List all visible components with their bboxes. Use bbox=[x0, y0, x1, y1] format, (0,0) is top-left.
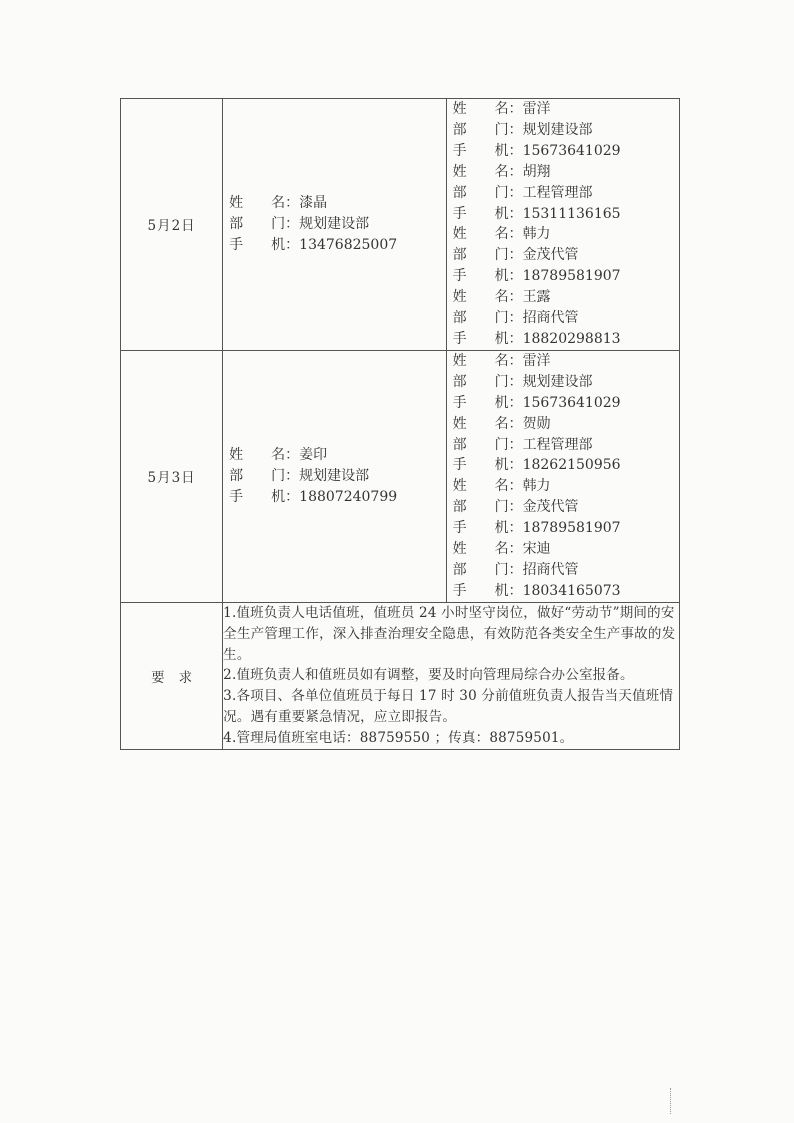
leader-dept: 规划建设部 bbox=[299, 467, 370, 484]
staff-phone: 15673641029 bbox=[522, 394, 621, 411]
requirement-item: 3.各项目、各单位值班员于每日 17 时 30 分前值班负责人报告当天值班情况。遇有重要紧急情况，应立即报告。 bbox=[223, 688, 674, 726]
staff-phone: 15673641029 bbox=[522, 142, 621, 159]
duty-row bbox=[121, 350, 680, 602]
staff-dept: 工程管理部 bbox=[522, 436, 593, 453]
staff-dept: 规划建设部 bbox=[522, 373, 593, 390]
staff-dept: 招商代管 bbox=[522, 561, 579, 578]
scan-edge-mark bbox=[670, 1088, 681, 1114]
duty-date: 5月2日 bbox=[147, 218, 196, 235]
duty-row bbox=[121, 99, 680, 351]
duty-date: 5月3日 bbox=[147, 470, 196, 487]
staff-cell: 姓 名：雷洋 部 门：规划建设部 手 机：15673641029 姓 名：贺勋 部 门：工程管理部 手 机：18262150956 姓 名：韩力 部 门：金茂代管 手 机：18789581907 姓 名：宋迪 部 门：招商代管 手 机：18034165073 bbox=[446, 350, 679, 602]
leader-cell: 姓 名：姜印 部 门：规划建设部 手 机：18807240799 bbox=[223, 350, 446, 602]
staff-dept: 金茂代管 bbox=[522, 247, 579, 264]
staff-name: 贺勋 bbox=[522, 415, 551, 432]
staff-dept: 招商代管 bbox=[522, 310, 579, 327]
staff-phone: 18034165073 bbox=[522, 582, 621, 599]
leader-phone: 18807240799 bbox=[299, 488, 398, 505]
duty-date-cell bbox=[121, 99, 223, 351]
staff-dept: 工程管理部 bbox=[522, 184, 593, 201]
requirement-item: 4.管理局值班室电话：88759550 ；传真：88759501。 bbox=[223, 730, 574, 747]
staff-phone: 18789581907 bbox=[522, 268, 621, 285]
requirement-item: 2.值班负责人和值班员如有调整，要及时向管理局综合办公室报备。 bbox=[223, 667, 634, 684]
duty-schedule-table bbox=[120, 98, 680, 750]
staff-name: 雷洋 bbox=[522, 352, 551, 369]
leader-name: 姜印 bbox=[299, 446, 328, 463]
staff-name: 雷洋 bbox=[522, 101, 551, 117]
staff-name: 宋迪 bbox=[522, 541, 551, 558]
staff-name: 韩力 bbox=[522, 226, 551, 243]
leader-name: 漆晶 bbox=[299, 195, 328, 212]
staff-phone: 18820298813 bbox=[522, 330, 621, 347]
staff-cell: 姓 名：雷洋 部 门：规划建设部 手 机：15673641029 姓 名：胡翔 部 门：工程管理部 手 机：15311136165 姓 名：韩力 部 门：金茂代管 手 机：18789581907 姓 名：王露 部 门：招商代管 手 机：18820298813 bbox=[446, 99, 679, 351]
requirements-label: 要求 bbox=[151, 669, 207, 686]
leader-phone: 13476825007 bbox=[299, 236, 398, 253]
phone-label: 手 bbox=[229, 236, 244, 253]
staff-phone: 15311136165 bbox=[522, 205, 621, 222]
requirement-item: 1.值班负责人电话值班，值班员 24 小时坚守岗位，做好“劳动节”期间的安全生产管理工作，深入排查治理安全隐患，有效防范各类安全生产事故的发生。 bbox=[223, 604, 676, 663]
staff-dept: 规划建设部 bbox=[522, 121, 593, 138]
staff-phone: 18789581907 bbox=[522, 520, 621, 537]
staff-name: 胡翔 bbox=[522, 163, 551, 180]
duty-date-cell bbox=[121, 350, 223, 602]
requirements-row bbox=[121, 602, 680, 749]
leader-dept: 规划建设部 bbox=[299, 215, 370, 232]
name-label: 姓 bbox=[229, 195, 244, 212]
staff-phone: 18262150956 bbox=[522, 457, 621, 474]
requirements-label-cell bbox=[121, 602, 223, 749]
staff-dept: 金茂代管 bbox=[522, 499, 579, 516]
staff-name: 王露 bbox=[522, 289, 551, 306]
requirements-content bbox=[223, 602, 680, 749]
dept-label: 部 bbox=[229, 215, 244, 232]
staff-name: 韩力 bbox=[522, 478, 551, 495]
leader-cell: 姓 名：漆晶 部 门：规划建设部 手 机：13476825007 bbox=[223, 99, 446, 351]
